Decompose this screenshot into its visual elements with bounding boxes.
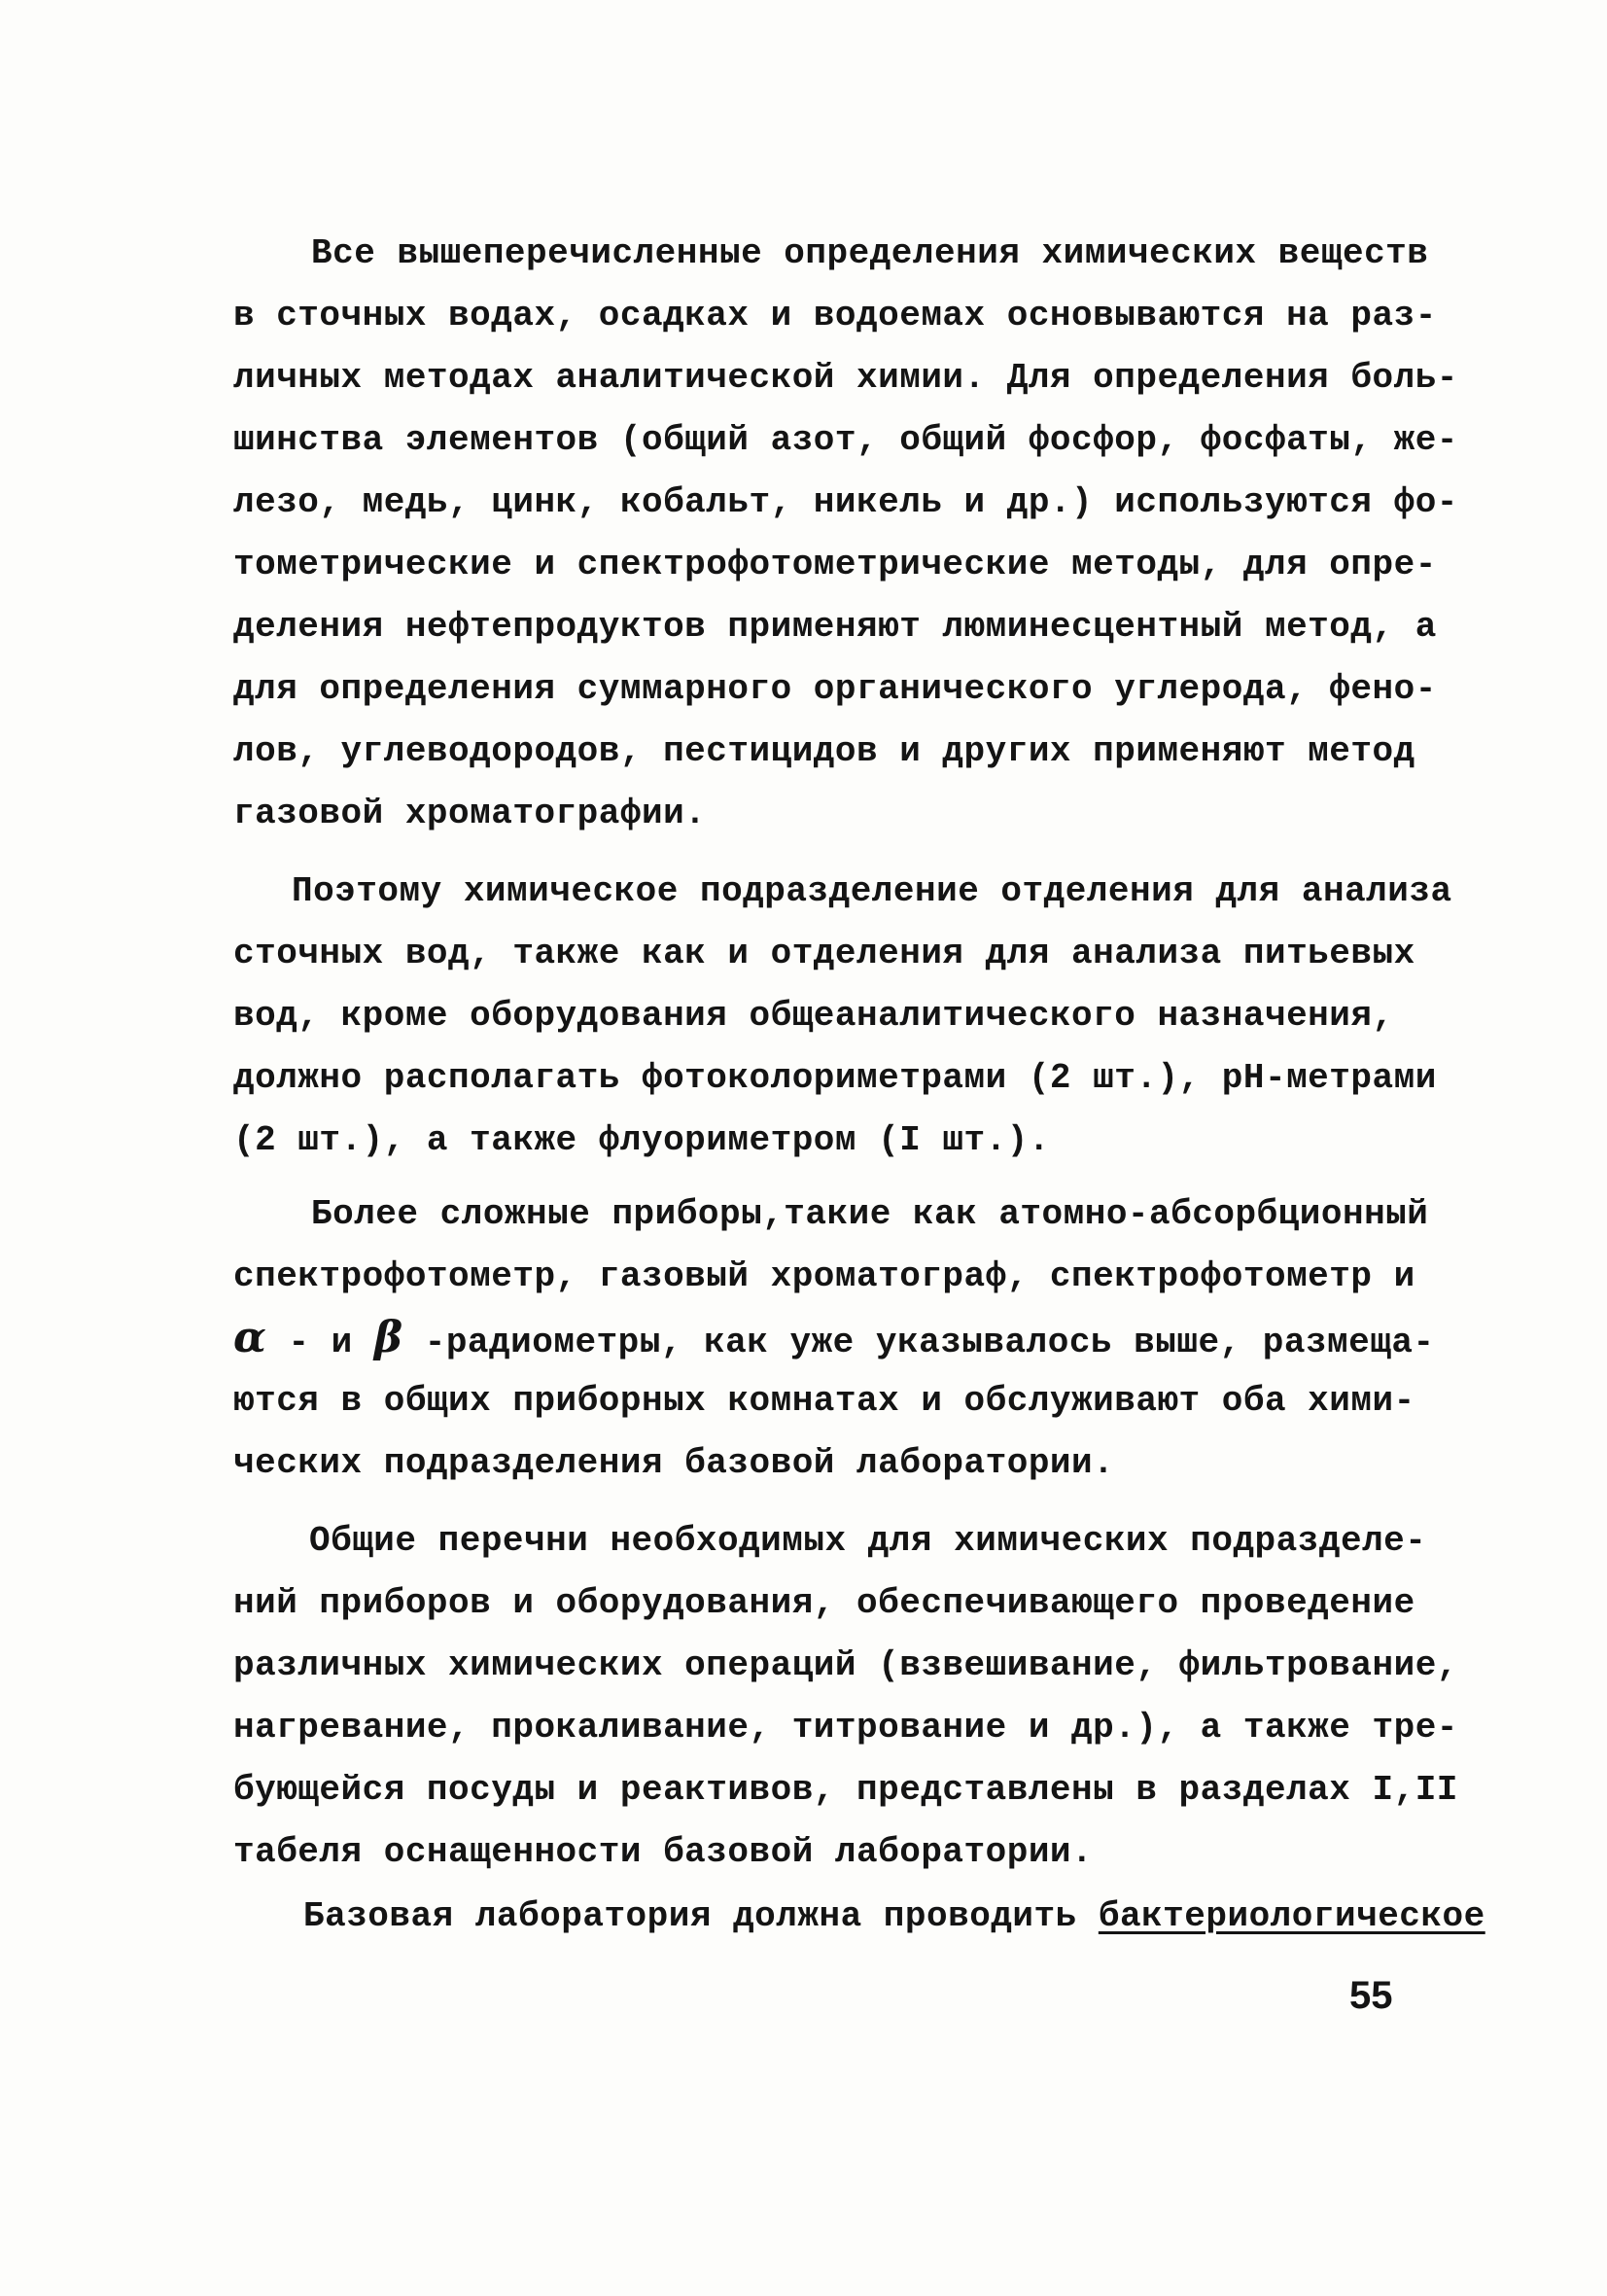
- text-line: Более сложные приборы,такие как атомно-абсорбционный: [311, 1194, 1429, 1234]
- text-line: нагревание, прокаливание, титрование и др.), а также тре-: [233, 1708, 1458, 1748]
- text-line: лов, углеводородов, пестицидов и других применяют метод: [233, 731, 1415, 771]
- text-line: табеля оснащенности базовой лаборатории.: [233, 1832, 1094, 1872]
- alpha-symbol: α: [233, 1313, 267, 1362]
- text-segment: -радиометры, как уже указывалось выше, размеща-: [402, 1323, 1435, 1362]
- text-line: Поэтому химическое подразделение отделения для анализа: [292, 871, 1452, 911]
- page-number: 55: [1349, 1974, 1393, 2017]
- text-line: ний приборов и оборудования, обеспечивающего проведение: [233, 1583, 1415, 1623]
- text-line: газовой хроматографии.: [233, 794, 707, 833]
- text-line: должно располагать фотоколориметрами (2 шт.), pH-метрами: [233, 1058, 1437, 1098]
- text-line: различных химических операций (взвешивание, фильтрование,: [233, 1645, 1458, 1685]
- text-line: ются в общих приборных комнатах и обслуживают оба хими-: [233, 1381, 1415, 1421]
- text-line: вод, кроме оборудования общеаналитического назначения,: [233, 996, 1394, 1036]
- text-line: лезо, медь, цинк, кобальт, никель и др.) используются фо-: [233, 482, 1458, 522]
- text-line: [303, 1896, 1485, 1936]
- text-line: шинства элементов (общий азот, общий фосфор, фосфаты, же-: [233, 420, 1458, 460]
- text-line: бующейся посуды и реактивов, представлены в разделах I,II: [233, 1770, 1458, 1810]
- text-line: (2 шт.), а также флуориметром (I шт.).: [233, 1120, 1050, 1160]
- text-line: сточных вод, также как и отделения для анализа питьевых: [233, 934, 1415, 973]
- text-line: ческих подразделения базовой лаборатории.: [233, 1443, 1115, 1483]
- underlined-word: бактериологическое: [1098, 1896, 1485, 1936]
- text-line: тометрические и спектрофотометрические методы, для опре-: [233, 545, 1437, 584]
- text-line: для определения суммарного органического углерода, фено-: [233, 669, 1437, 709]
- text-line: в сточных водах, осадках и водоемах основываются на раз-: [233, 296, 1437, 336]
- beta-symbol: β: [373, 1313, 403, 1362]
- text-line-with-greek: [233, 1313, 1435, 1362]
- text-line: Все вышеперечисленные определения химических веществ: [311, 233, 1429, 273]
- text-line: деления нефтепродуктов применяют люминесцентный метод, а: [233, 607, 1437, 647]
- text-segment: Базовая лаборатория должна проводить: [303, 1896, 1099, 1936]
- text-line: спектрофотометр, газовый хроматограф, спектрофотометр и: [233, 1256, 1415, 1296]
- text-segment: - и: [266, 1323, 374, 1362]
- text-line: Общие перечни необходимых для химических подразделе-: [309, 1521, 1427, 1561]
- text-line: личных методах аналитической химии. Для определения боль-: [233, 358, 1458, 398]
